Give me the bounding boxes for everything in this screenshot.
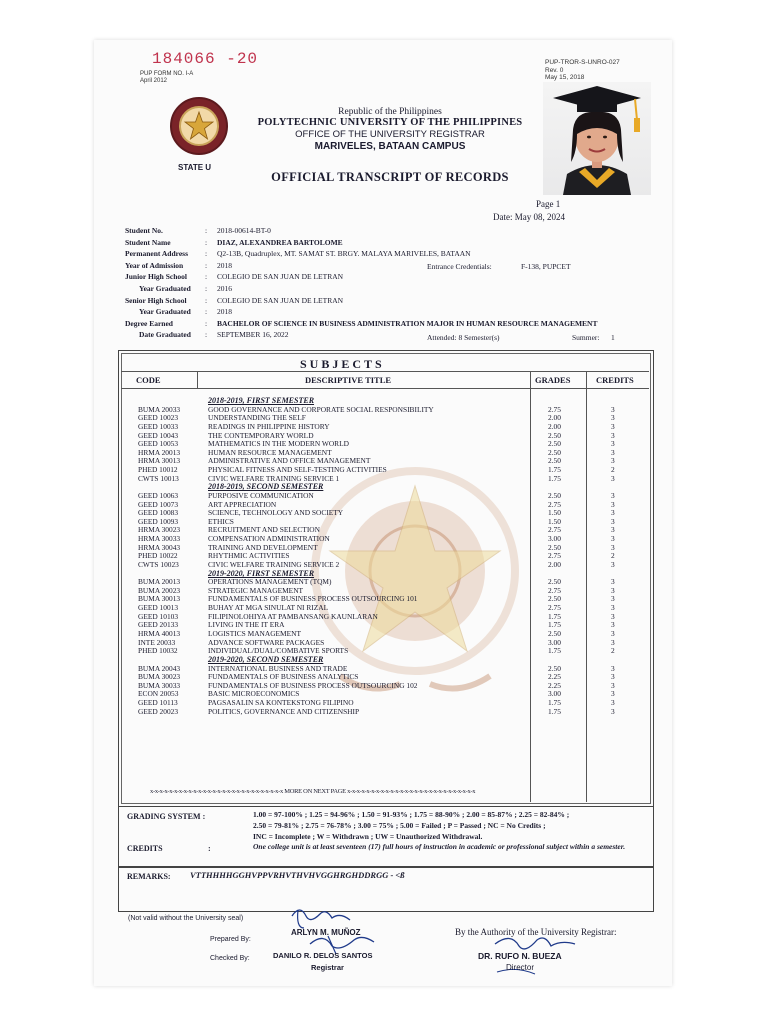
attended-semesters: Attended: 8 Semester(s) — [427, 333, 500, 342]
subject-grade: 2.00 — [548, 560, 561, 569]
table-row — [0, 406, 768, 414]
subject-grade: 2.75 — [548, 586, 561, 595]
subject-credits: 3 — [611, 500, 615, 509]
student-info-value: 2018 — [217, 261, 232, 270]
subject-title: FUNDAMENTALS OF BUSINESS PROCESS OUTSOURCING 102 — [208, 681, 418, 690]
table-row — [0, 526, 768, 534]
student-info-label: Year Graduated — [139, 284, 191, 293]
subject-title: FUNDAMENTALS OF BUSINESS PROCESS OUTSOURCING 101 — [208, 594, 418, 603]
col-code: CODE — [136, 375, 161, 385]
subject-credits: 3 — [611, 664, 615, 673]
subject-title: LOGISTICS MANAGEMENT — [208, 629, 301, 638]
subject-code: GEED 20133 — [138, 620, 179, 629]
table-row — [0, 647, 768, 655]
subject-grade: 2.50 — [548, 594, 561, 603]
subject-grade: 2.25 — [548, 681, 561, 690]
subject-grade: 2.75 — [548, 551, 561, 560]
table-row — [0, 492, 768, 500]
student-info-value: DIAZ, ALEXANDREA BARTOLOME — [217, 238, 343, 247]
campus-name: MARIVELES, BATAAN CAMPUS — [314, 141, 466, 152]
table-row — [0, 518, 768, 526]
subject-code: HRMA 20013 — [138, 448, 181, 457]
remarks-label: REMARKS: — [127, 872, 171, 881]
subject-title: BASIC MICROECONOMICS — [208, 689, 300, 698]
subject-grade: 3.00 — [548, 638, 561, 647]
table-row — [0, 630, 768, 638]
subject-title: FILIPINOLOHIYA AT PAMBANSANG KAUNLARAN — [208, 612, 378, 621]
subject-grade: 2.00 — [548, 413, 561, 422]
table-rule — [197, 371, 198, 388]
subject-grade: 2.50 — [548, 456, 561, 465]
student-info-value: Q2-13B, Quadruplex, MT. SAMAT ST. BRGY. MALAYA MARIVELES, BATAAN — [217, 249, 471, 258]
subject-title: SCIENCE, TECHNOLOGY AND SOCIETY — [208, 508, 344, 517]
subject-title: RECRUITMENT AND SELECTION — [208, 525, 320, 534]
student-info-label: Student No. — [125, 226, 163, 235]
subject-title: INDIVIDUAL/DUAL/COMBATIVE SPORTS — [208, 646, 349, 655]
subject-title: CIVIC WELFARE TRAINING SERVICE 2 — [208, 560, 340, 569]
subject-credits: 3 — [611, 560, 615, 569]
summer-label: Summer: — [572, 333, 600, 342]
subject-code: BUMA 20043 — [138, 664, 181, 673]
table-row — [0, 613, 768, 621]
director-title: Director — [506, 963, 535, 972]
subject-title: MATHEMATICS IN THE MODERN WORLD — [208, 439, 349, 448]
table-row — [0, 544, 768, 552]
subject-title: PURPOSIVE COMMUNICATION — [208, 491, 314, 500]
subject-grade: 1.75 — [548, 707, 561, 716]
subject-credits: 3 — [611, 456, 615, 465]
subject-title: TRAINING AND DEVELOPMENT — [208, 543, 318, 552]
subject-credits: 3 — [611, 413, 615, 422]
form-code: PUP-TROR-S-UNRO-027 Rev. 0 May 15, 2018 — [545, 59, 620, 81]
subject-grade: 1.50 — [548, 508, 561, 517]
more-on-next-page: x-x-x-x-x-x-x-x-x-x-x-x-x-x-x-x-x-x-x-x-x-x-x-x-x-x-x-x MORE ON NEXT PAGE x-x-x-x-x-x-x-x-x-x-x-x-x-x-x-x-x-x-x-x-x-x-x-x-x-x-x — [150, 788, 476, 795]
credits-colon: : — [208, 844, 211, 853]
subject-code: HRMA 30043 — [138, 543, 181, 552]
subject-credits: 2 — [611, 551, 615, 560]
subject-code: BUMA 20023 — [138, 586, 181, 595]
student-info-label: Degree Earned — [125, 319, 173, 328]
subject-credits: 3 — [611, 543, 615, 552]
table-row — [0, 552, 768, 560]
subject-grade: 1.75 — [548, 646, 561, 655]
prepared-by-name: ARLYN M. MUÑOZ — [291, 928, 361, 937]
subject-title: INTERNATIONAL BUSINESS AND TRADE — [208, 664, 348, 673]
subject-grade: 1.75 — [548, 474, 561, 483]
subject-grade: 2.75 — [548, 500, 561, 509]
subject-grade: 1.75 — [548, 698, 561, 707]
student-info-label: Student Name — [125, 238, 171, 247]
subject-title: BUHAY AT MGA SINULAT NI RIZAL — [208, 603, 329, 612]
university-name: POLYTECHNIC UNIVERSITY OF THE PHILIPPINES — [257, 117, 523, 128]
table-row — [0, 457, 768, 465]
subject-credits: 3 — [611, 534, 615, 543]
subject-grade: 2.75 — [548, 405, 561, 414]
table-row — [0, 423, 768, 431]
col-grades: GRADES — [535, 375, 571, 385]
checked-by-label: Checked By: — [210, 955, 250, 962]
registrar-title: Registrar — [311, 963, 344, 972]
subject-code: GEED 10083 — [138, 508, 179, 517]
subject-code: BUMA 20013 — [138, 577, 181, 586]
subject-title: STRATEGIC MANAGEMENT — [208, 586, 304, 595]
student-info-colon: : — [205, 249, 208, 258]
subject-code: GEED 10053 — [138, 439, 179, 448]
subject-code: PHED 10032 — [138, 646, 178, 655]
col-credits: CREDITS — [596, 375, 634, 385]
subject-credits: 3 — [611, 517, 615, 526]
subject-credits: 3 — [611, 672, 615, 681]
student-info-colon: : — [205, 296, 208, 305]
subject-title: HUMAN RESOURCE MANAGEMENT — [208, 448, 332, 457]
student-info-value: BACHELOR OF SCIENCE IN BUSINESS ADMINISTRATION MAJOR IN HUMAN RESOURCE MANAGEMENT — [217, 319, 598, 328]
subject-code: GEED 10013 — [138, 603, 179, 612]
not-valid-note: (Not valid without the University seal) — [128, 915, 244, 922]
prepared-by-label: Prepared By: — [210, 936, 251, 943]
subject-code: BUMA 20033 — [138, 405, 181, 414]
student-info-label: Permanent Address — [125, 249, 188, 258]
subject-title: RHYTHMIC ACTIVITIES — [208, 551, 290, 560]
table-row — [0, 639, 768, 647]
subject-grade: 2.75 — [548, 603, 561, 612]
subject-grade: 2.50 — [548, 629, 561, 638]
subject-credits: 3 — [611, 439, 615, 448]
subject-code: INTE 20033 — [138, 638, 176, 647]
entrance-credentials-value: F-138, PUPCET — [521, 262, 571, 271]
star-icon — [183, 110, 215, 142]
grading-scale-line-1: 1.00 = 97-100% ; 1.25 = 94-96% ; 1.50 = 91-93% ; 1.75 = 88-90% ; 2.00 = 85-87% ; 2.25 = 82-84% ; — [253, 810, 570, 819]
subject-code: GEED 10033 — [138, 422, 179, 431]
subject-title: PAGSASALIN SA KONTEKSTONG FILIPINO — [208, 698, 354, 707]
student-info-colon: : — [205, 319, 208, 328]
student-info-colon: : — [205, 307, 208, 316]
student-info-colon: : — [205, 272, 208, 281]
subject-credits: 3 — [611, 629, 615, 638]
table-row — [0, 449, 768, 457]
table-rule — [121, 371, 649, 372]
subject-code: HRMA 30023 — [138, 525, 181, 534]
subject-grade: 3.00 — [548, 534, 561, 543]
student-photo — [543, 82, 651, 195]
subject-credits: 3 — [611, 603, 615, 612]
table-row — [0, 475, 768, 483]
table-row — [0, 665, 768, 673]
subject-grade: 2.50 — [548, 491, 561, 500]
subject-grade: 3.00 — [548, 689, 561, 698]
grading-system-label: GRADING SYSTEM : — [127, 812, 206, 821]
subject-code: GEED 10093 — [138, 517, 179, 526]
subject-grade: 2.25 — [548, 672, 561, 681]
subject-code: GEED 10113 — [138, 698, 178, 707]
table-row — [0, 604, 768, 612]
subject-code: GEED 20023 — [138, 707, 179, 716]
subject-title: UNDERSTANDING THE SELF — [208, 413, 306, 422]
subject-grade: 2.50 — [548, 577, 561, 586]
student-info-value: 2018 — [217, 307, 232, 316]
subject-code: GEED 10043 — [138, 431, 179, 440]
subject-grade: 1.50 — [548, 517, 561, 526]
subject-credits: 3 — [611, 689, 615, 698]
office-name: OFFICE OF THE UNIVERSITY REGISTRAR — [295, 129, 485, 140]
subject-credits: 3 — [611, 707, 615, 716]
semester-heading: 2018-2019, SECOND SEMESTER — [208, 482, 324, 491]
table-rule — [121, 388, 649, 389]
subject-code: HRMA 40013 — [138, 629, 181, 638]
subject-title: ETHICS — [208, 517, 234, 526]
subject-title: CIVIC WELFARE TRAINING SERVICE 1 — [208, 474, 340, 483]
subject-code: CWTS 10023 — [138, 560, 179, 569]
table-row — [0, 440, 768, 448]
subject-code: GEED 10023 — [138, 413, 179, 422]
subject-code: BUMA 30023 — [138, 672, 181, 681]
subject-code: CWTS 10013 — [138, 474, 179, 483]
table-row — [0, 708, 768, 716]
subject-credits: 3 — [611, 681, 615, 690]
university-seal — [170, 97, 228, 155]
student-info-label: Date Graduated — [139, 330, 191, 339]
subject-title: ADVANCE SOFTWARE PACKAGES — [208, 638, 325, 647]
subjects-heading: SUBJECTS — [300, 357, 385, 371]
student-info-label: Year Graduated — [139, 307, 191, 316]
subject-credits: 3 — [611, 620, 615, 629]
subject-code: HRMA 30033 — [138, 534, 181, 543]
subject-title: READINGS IN PHILIPPINE HISTORY — [208, 422, 330, 431]
table-row — [0, 690, 768, 698]
subject-credits: 3 — [611, 422, 615, 431]
form-number: PUP FORM NO. I-A April 2012 — [140, 71, 194, 84]
subject-grade: 1.75 — [548, 612, 561, 621]
subject-code: PHED 10012 — [138, 465, 178, 474]
subject-credits: 3 — [611, 508, 615, 517]
subject-credits: 3 — [611, 525, 615, 534]
subject-credits: 3 — [611, 698, 615, 707]
graduate-portrait-icon — [543, 82, 651, 195]
student-info-value: 2018-00614-BT-0 — [217, 226, 271, 235]
student-info-colon: : — [205, 261, 208, 270]
semester-heading: 2018-2019, FIRST SEMESTER — [208, 396, 315, 405]
subject-grade: 2.50 — [548, 448, 561, 457]
subject-code: BUMA 30013 — [138, 594, 181, 603]
subject-title: POLITICS, GOVERNANCE AND CITIZENSHIP — [208, 707, 360, 716]
subject-credits: 3 — [611, 612, 615, 621]
subject-credits: 2 — [611, 465, 615, 474]
subject-code: PHED 10022 — [138, 551, 178, 560]
col-descriptive-title: DESCRIPTIVE TITLE — [305, 375, 392, 385]
subject-code: HRMA 30013 — [138, 456, 181, 465]
subject-code: ECON 20053 — [138, 689, 179, 698]
subject-title: THE CONTEMPORARY WORLD — [208, 431, 314, 440]
subject-code: GEED 10103 — [138, 612, 179, 621]
subject-credits: 3 — [611, 577, 615, 586]
subject-code: BUMA 30033 — [138, 681, 181, 690]
subject-credits: 3 — [611, 448, 615, 457]
student-info-colon: : — [205, 330, 208, 339]
subject-credits: 3 — [611, 594, 615, 603]
student-info-value: SEPTEMBER 16, 2022 — [217, 330, 289, 339]
page-number: Page 1 — [536, 199, 561, 209]
subject-title: GOOD GOVERNANCE AND CORPORATE SOCIAL RESPONSIBILITY — [208, 405, 434, 414]
subject-grade: 2.50 — [548, 439, 561, 448]
subject-credits: 3 — [611, 491, 615, 500]
table-row — [0, 673, 768, 681]
issue-date: Date: May 08, 2024 — [493, 212, 565, 222]
table-row — [0, 509, 768, 517]
subject-title: LIVING IN THE IT ERA — [208, 620, 285, 629]
grading-scale-line-2: 2.50 = 79-81% ; 2.75 = 76-78% ; 3.00 = 75% ; 5.00 = Failed ; P = Passed ; NC = No Credits ; — [253, 821, 546, 830]
checked-by-name: DANILO R. DELOS SANTOS — [273, 951, 373, 960]
student-info-colon: : — [205, 226, 208, 235]
subject-title: PHYSICAL FITNESS AND SELF-TESTING ACTIVITIES — [208, 465, 387, 474]
document-title: OFFICIAL TRANSCRIPT OF RECORDS — [271, 170, 509, 184]
table-row — [0, 699, 768, 707]
student-info-colon: : — [205, 238, 208, 247]
subject-title: ART APPRECIATION — [208, 500, 277, 509]
student-info-label: Junior High School — [125, 272, 187, 281]
student-info-colon: : — [205, 284, 208, 293]
seal-caption: STATE U — [178, 163, 212, 172]
credits-definition: One college unit is at least seventeen (17) full hours of instruction in academic or professional subject within a semester. — [253, 842, 626, 851]
subject-credits: 3 — [611, 586, 615, 595]
subject-grade: 1.75 — [548, 620, 561, 629]
table-row — [0, 501, 768, 509]
student-info-value: 2016 — [217, 284, 232, 293]
subject-grade: 1.75 — [548, 465, 561, 474]
subject-title: OPERATIONS MANAGEMENT (TQM) — [208, 577, 332, 586]
subject-grade: 2.50 — [548, 431, 561, 440]
table-row — [0, 682, 768, 690]
grading-scale-line-3: INC = Incomplete ; W = Withdrawn ; UW = Unauthorized Withdrawal. — [253, 832, 483, 841]
summer-value: 1 — [611, 333, 615, 342]
semester-heading: 2019-2020, SECOND SEMESTER — [208, 655, 324, 664]
subject-credits: 2 — [611, 646, 615, 655]
subject-credits: 3 — [611, 474, 615, 483]
table-row — [0, 414, 768, 422]
subject-credits: 3 — [611, 638, 615, 647]
republic-line: Republic of the Philippines — [338, 107, 442, 117]
remarks-value: VTTHHHHGGHVPPVRHVTHVHVGGHRGHDDRGG - <ß — [190, 870, 405, 880]
authority-line: By the Authority of the University Registrar: — [455, 927, 617, 937]
subject-grade: 2.50 — [548, 543, 561, 552]
table-row — [0, 466, 768, 474]
table-row — [0, 578, 768, 586]
student-info-label: Year of Admission — [125, 261, 184, 270]
subject-title: COMPENSATION ADMINISTRATION — [208, 534, 330, 543]
subject-title: FUNDAMENTALS OF BUSINESS ANALYTICS — [208, 672, 359, 681]
table-row — [0, 432, 768, 440]
table-row — [0, 621, 768, 629]
subject-credits: 3 — [611, 431, 615, 440]
student-info-label: Senior High School — [125, 296, 187, 305]
subject-grade: 2.75 — [548, 525, 561, 534]
subject-code: GEED 10063 — [138, 491, 179, 500]
control-number: 184066 -20 — [152, 50, 259, 68]
entrance-credentials-label: Entrance Credentials: — [427, 262, 492, 271]
table-row — [0, 595, 768, 603]
student-info-value: COLEGIO DE SAN JUAN DE LETRAN — [217, 296, 344, 305]
subject-grade: 2.50 — [548, 664, 561, 673]
student-info-value: COLEGIO DE SAN JUAN DE LETRAN — [217, 272, 344, 281]
credits-label: CREDITS — [127, 844, 163, 853]
subject-credits: 3 — [611, 405, 615, 414]
table-row — [0, 535, 768, 543]
table-row — [0, 561, 768, 569]
subject-code: GEED 10073 — [138, 500, 179, 509]
director-name: DR. RUFO N. BUEZA — [478, 951, 562, 961]
subject-title: ADMINISTRATIVE AND OFFICE MANAGEMENT — [208, 456, 371, 465]
subject-grade: 2.00 — [548, 422, 561, 431]
semester-heading: 2019-2020, FIRST SEMESTER — [208, 569, 315, 578]
